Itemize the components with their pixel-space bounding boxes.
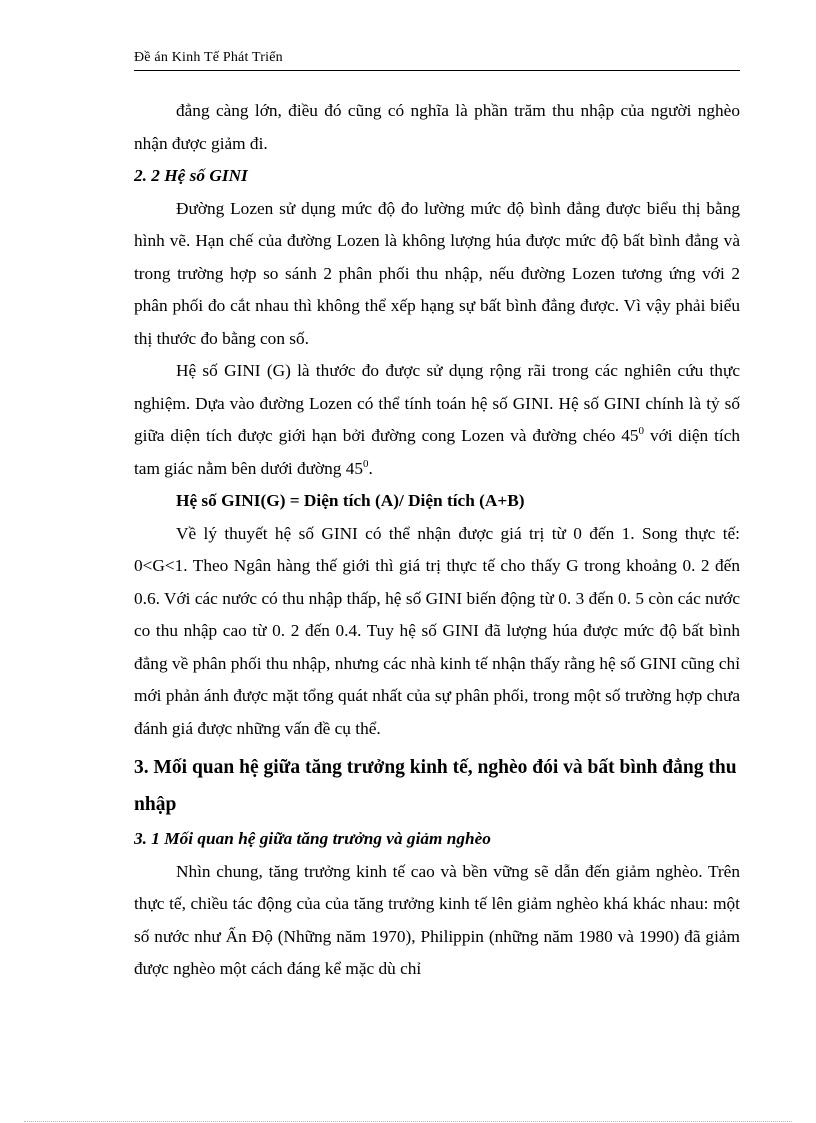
heading-2-2: 2. 2 Hệ số GINI: [134, 166, 248, 185]
gini-def-text-b: với diện tích tam giác nằm bên dưới đường 45: [134, 426, 741, 478]
heading-3-1: 3. 1 Mối quan hệ giữa tăng trưởng và giảm nghèo: [134, 829, 491, 848]
heading-3: 3. Mối quan hệ giữa tăng trưởng kinh tế, nghèo đói và bất bình đẳng thu nhập: [134, 757, 737, 815]
page-header: [134, 50, 740, 71]
paragraph-gini-definition: [134, 355, 740, 485]
paragraph-continuation: đẳng càng lớn, điều đó cũng có nghĩa là phần trăm thu nhập của người nghèo nhận được giảm đi.: [134, 101, 740, 153]
paragraph-gini-theory: Về lý thuyết hệ số GINI có thể nhận được giá trị từ 0 đến 1. Song thực tế: 0<G<1. Theo Ngân hàng thế giới thì giá trị thực tế cho thấy G trong khoảng 0. 2 đến 0.6. Với các nước có thu nhập thấp, hệ số GINI biến động từ 0. 3 đến 0. 5 còn các nước co thu nhập cao từ 0. 2 đến 0.4. Tuy hệ số GINI đã lượng húa được mức độ bất bình đẳng về phân phối thu nhập, nhưng các nhà kinh tế nhận thấy rằng hệ số GINI cũng chỉ mới phản ánh được mặt tổng quát nhất của sự phân phối, trong một số trường hợp chưa đánh giá được những vấn đề cụ thể.: [134, 523, 740, 738]
document-body: [134, 95, 740, 986]
page-bottom-divider: [24, 1121, 792, 1122]
degree-superscript: 0: [638, 425, 645, 437]
gini-def-text-c: .: [368, 458, 373, 478]
paragraph-growth-poverty: Nhìn chung, tăng trưởng kinh tế cao và bền vững sẽ dẫn đến giảm nghèo. Trên thực tế, chiều tác động của của tăng trưởng kinh tế lên giảm nghèo khá khác nhau: một số nước như Ấn Độ (Những năm 1970), Philippin (những năm 1980 và 1990) đã giảm được nghèo một cách đáng kể mặc dù chỉ: [134, 861, 740, 978]
paragraph-lozen: Đường Lozen sử dụng mức độ đo lường mức độ bình đẳng được biểu thị bằng hình vẽ. Hạn chế của đường Lozen là không lượng húa được mức độ bất bình đẳng và trong trường hợp so sánh 2 phân phối thu nhập, nếu đường Lozen tương ứng với 2 phân phối đo cắt nhau thì không thể xếp hạng sự bất bình đẳng được. Vì vậy phải biểu thị thước đo bằng con số.: [134, 198, 740, 348]
degree-superscript: 0: [362, 457, 369, 470]
gini-def-text-a: Hệ số GINI (G) là thước đo được sử dụng rộng rãi trong các nghiên cứu thực nghiệm. Dựa vào đường Lozen có thể tính toán hệ số GINI. Hệ số GINI chính là tỷ số giữa diện tích được giới hạn bởi đường cong Lozen và đường chéo 45: [134, 361, 740, 445]
header-title: Đề án Kinh Tế Phát Triển: [134, 50, 283, 65]
gini-formula: Hệ số GINI(G) = Diện tích (A)/ Diện tích (A+B): [176, 491, 525, 510]
